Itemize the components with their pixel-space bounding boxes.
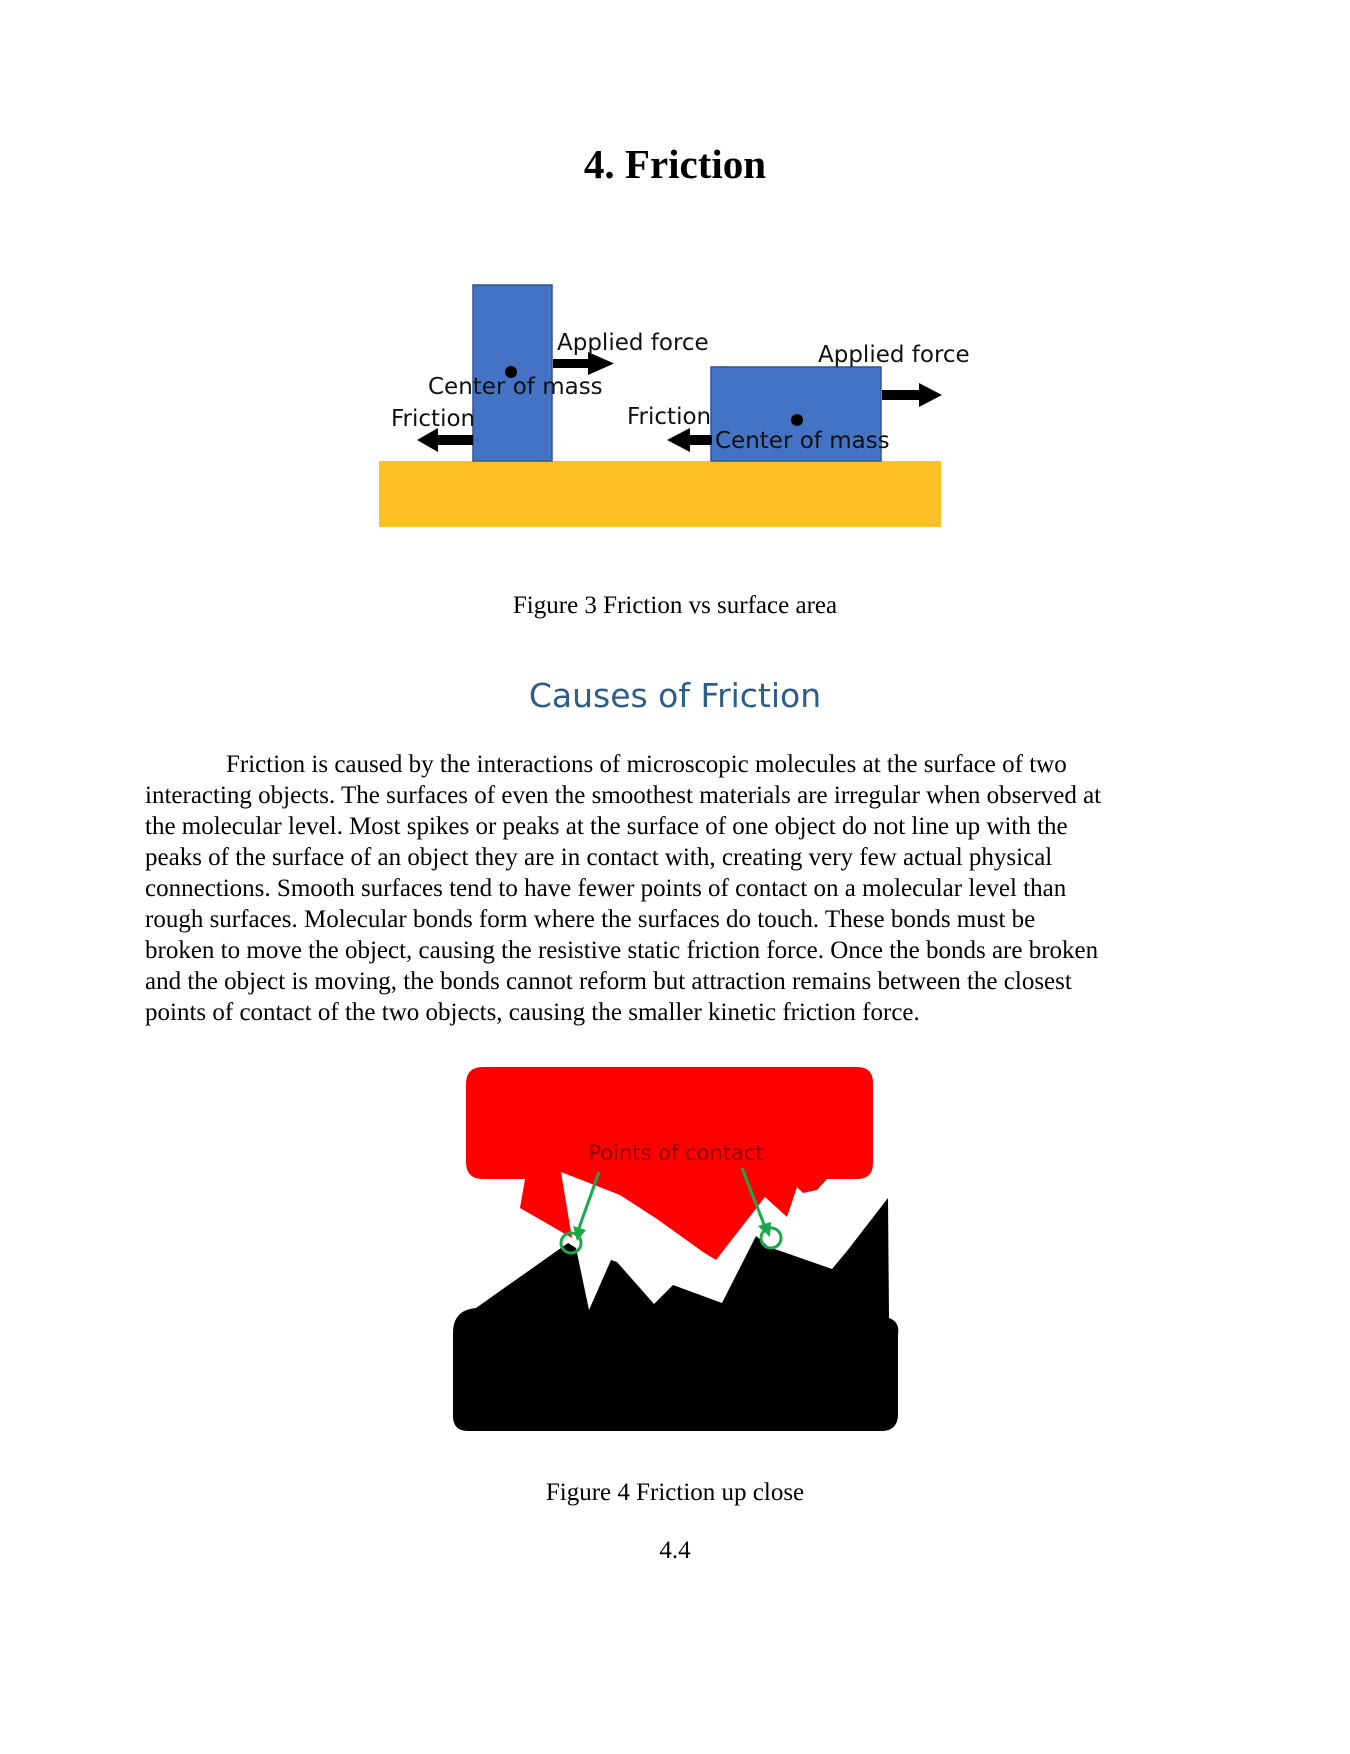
paragraph-line: broken to move the object, causing the resistive static friction force. Once the bonds are broken: [145, 937, 1099, 964]
wide-block-applied-force-label: Applied force: [818, 342, 970, 368]
paragraph-line: the molecular level. Most spikes or peaks at the surface of one object do not line up with the: [145, 813, 1068, 840]
figure-4-caption: Figure 4 Friction up close: [545, 1479, 805, 1506]
right-contact-marker: [761, 1228, 781, 1248]
tall-block-friction-label: Friction: [391, 406, 476, 432]
points-of-contact-label: Points of contact: [588, 1141, 764, 1165]
tall-block-applied-force-label: Applied force: [557, 330, 709, 356]
wide-block-friction-label: Friction: [627, 404, 712, 430]
section-heading: Causes of Friction: [528, 676, 822, 715]
paragraph-line: Friction is caused by the interactions of microscopic molecules at the surface of two: [226, 751, 1067, 778]
paragraph-line: peaks of the surface of an object they are in contact with, creating very few actual physical: [145, 844, 1053, 871]
bottom-object: [453, 1198, 898, 1431]
paragraph-line: connections. Smooth surfaces tend to have fewer points of contact on a molecular level than: [145, 875, 1067, 902]
paragraph-line: points of contact of the two objects, causing the smaller kinetic friction force.: [145, 999, 920, 1026]
paragraph-line: rough surfaces. Molecular bonds form where the surfaces do touch. These bonds must be: [145, 906, 1036, 933]
wide-block-center-of-mass-label: Center of mass: [715, 428, 890, 454]
page-number: 4.4: [659, 1537, 691, 1564]
tall-block-center-of-mass-label: Center of mass: [428, 374, 603, 400]
page-title: 4. Friction: [583, 141, 767, 187]
paragraph-line: interacting objects. The surfaces of even the smoothest materials are irregular when observed at: [145, 782, 1102, 809]
paragraph-line: and the object is moving, the bonds cannot reform but attraction remains between the closest: [145, 968, 1072, 995]
figure-3-caption: Figure 3 Friction vs surface area: [512, 592, 838, 619]
